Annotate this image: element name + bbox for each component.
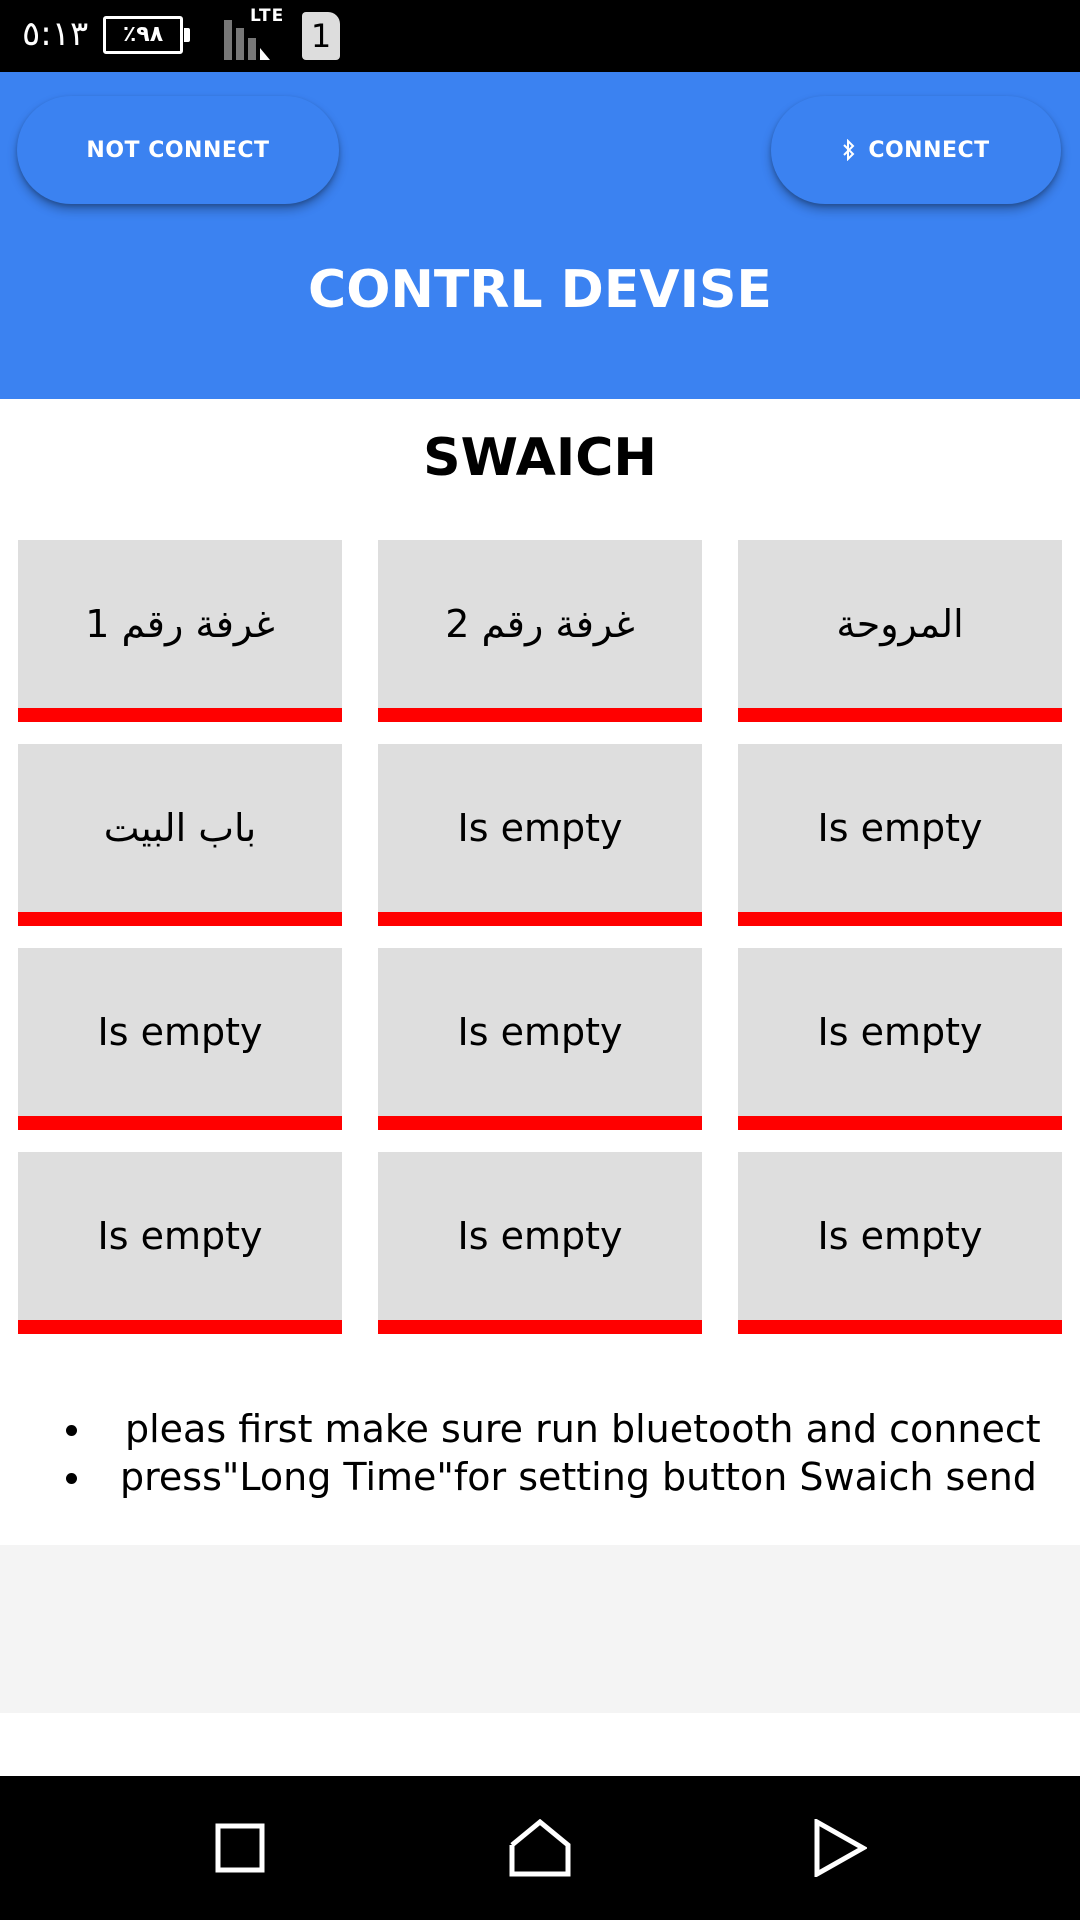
switch-label: Is empty [817,1010,983,1054]
switch-label: Is empty [457,1214,623,1258]
switch-button-10[interactable] [18,1152,342,1334]
connect-label: CONNECT [868,137,990,163]
connect-button[interactable] [771,96,1061,204]
switch-button-8[interactable] [378,948,702,1130]
switch-state-bar [18,912,342,926]
switch-button-12[interactable] [738,1152,1062,1334]
status-bar [0,0,1080,72]
instruction-text: press"Long Time"for setting button Swaich send [120,1455,1037,1499]
switch-state-bar [378,708,702,722]
switch-label: Is empty [817,806,983,850]
switch-label: غرفة رقم 2 [445,602,635,646]
switch-button-2[interactable] [378,540,702,722]
switch-state-bar [738,912,1062,926]
section-title: SWAICH [423,428,657,488]
recent-apps-button[interactable] [180,1776,300,1920]
switch-label: غرفة رقم 1 [85,602,275,646]
switch-button-4[interactable] [18,744,342,926]
app-header [0,72,1080,399]
switch-button-3[interactable] [738,540,1062,722]
back-button[interactable] [780,1776,900,1920]
not-connect-label: NOT CONNECT [86,137,270,163]
home-button[interactable] [480,1776,600,1920]
status-time: ٥:١٣ [22,14,89,54]
switch-state-bar [378,1320,702,1334]
bullet [66,1473,77,1484]
switch-label: باب البيت [103,806,257,850]
instruction-text: pleas first make sure run bluetooth and connect [125,1407,1041,1451]
switch-state-bar [18,1320,342,1334]
switch-label: Is empty [457,1010,623,1054]
switch-state-bar [378,1116,702,1130]
switch-label: Is empty [817,1214,983,1258]
battery-level: ٪٩٨ [122,22,164,47]
home-icon [509,1819,571,1877]
square-recent-icon [214,1822,266,1874]
switch-state-bar [18,708,342,722]
switch-button-6[interactable] [738,744,1062,926]
switch-state-bar [378,912,702,926]
navigation-bar [0,1776,1080,1920]
switch-state-bar [18,1116,342,1130]
switch-button-9[interactable] [738,948,1062,1130]
switch-button-5[interactable] [378,744,702,926]
switch-label: Is empty [457,806,623,850]
battery-icon [103,16,183,54]
instructions-list [60,1405,1060,1501]
footer-panel [0,1545,1080,1713]
switch-button-11[interactable] [378,1152,702,1334]
switch-state-bar [738,1116,1062,1130]
not-connect-button[interactable] [17,96,339,204]
list-item [60,1453,1060,1501]
switch-state-bar [738,1320,1062,1334]
page-title: CONTRL DEVISE [308,260,772,320]
triangle-back-icon [813,1819,867,1877]
bluetooth-icon [842,139,856,161]
sim-indicator: 1 [302,12,340,60]
switch-label: Is empty [97,1010,263,1054]
switch-button-1[interactable] [18,540,342,722]
switch-state-bar [738,708,1062,722]
switch-button-7[interactable] [18,948,342,1130]
network-type: LTE [250,6,285,26]
switch-label: Is empty [97,1214,263,1258]
list-item [60,1405,1060,1453]
bullet [66,1425,77,1436]
switch-label: المروحة [836,602,964,646]
